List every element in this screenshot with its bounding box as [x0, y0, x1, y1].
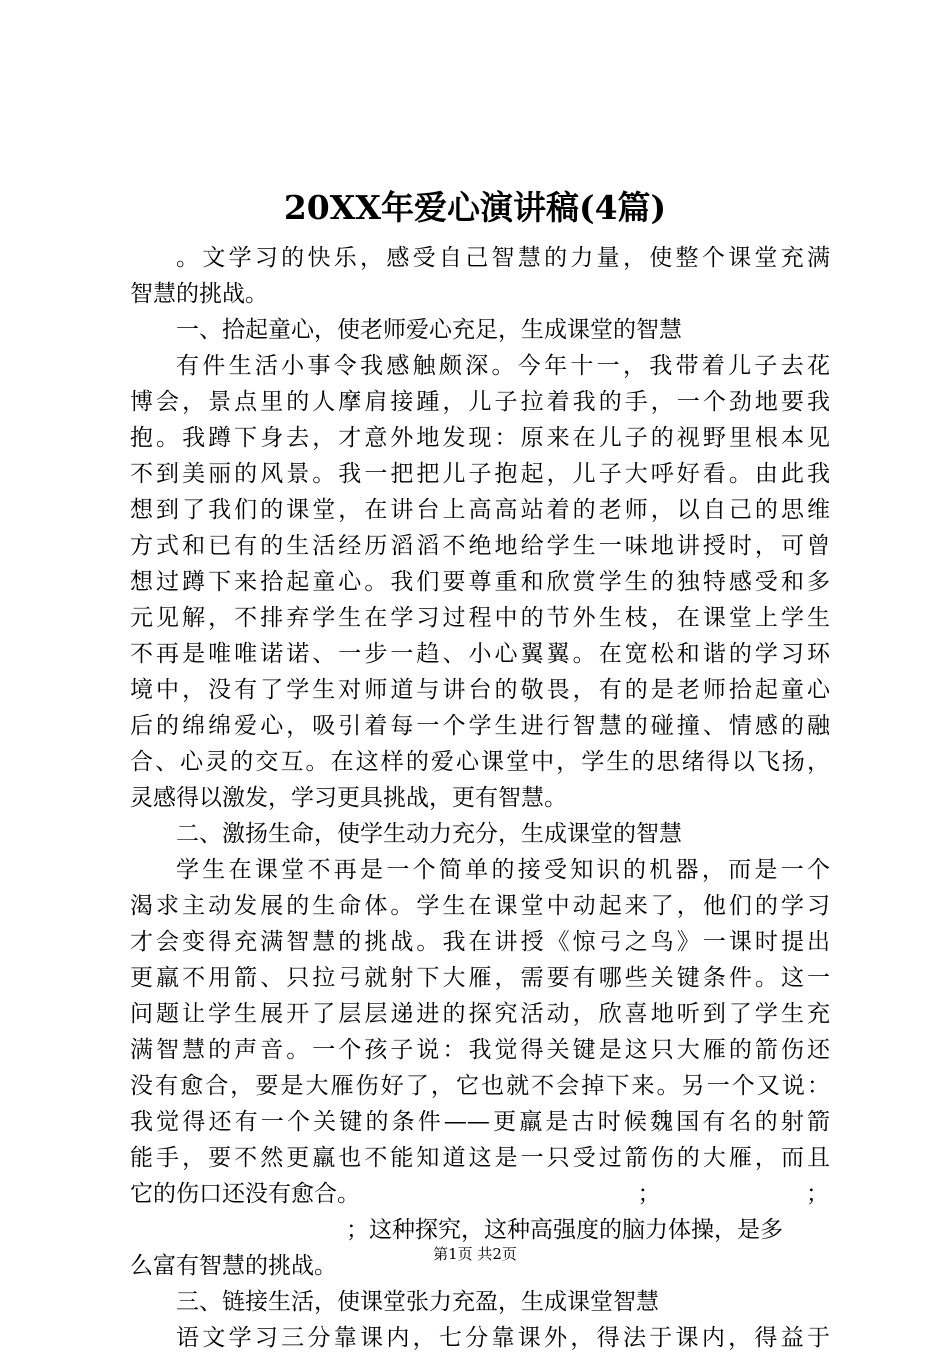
paragraph-line: 合、心灵的交互。在这样的爱心课堂中，学生的思绪得以飞扬，	[130, 749, 830, 775]
document-title: 20XX年爱心演讲稿(4篇)	[283, 188, 667, 227]
paragraph-line: 才会变得充满智慧的挑战。我在讲授《惊弓之鸟》一课时提出	[130, 929, 830, 955]
section-heading: 二、激扬生命，使学生动力充分，生成课堂的智慧	[176, 821, 682, 847]
paragraph-line: 我觉得还有一个关键的条件——更羸是古时候魏国有名的射箭	[130, 1109, 830, 1135]
paragraph-line: 更羸不用箭、只拉弓就射下大雁，需要有哪些关键条件。这一	[130, 965, 830, 991]
paragraph-line: 学生在课堂不再是一个简单的接受知识的机器，而是一个	[176, 857, 830, 883]
section-heading: 一、拾起童心，使老师爱心充足，生成课堂的智慧	[176, 317, 682, 343]
paragraph-line: 博会，景点里的人摩肩接踵，儿子拉着我的手，一个劲地要我	[130, 389, 830, 415]
semicolon-mark: ；	[637, 1181, 661, 1207]
paragraph-line	[130, 1176, 830, 1212]
section-heading: 三、链接生活，使课堂张力充盈，生成课堂智慧	[176, 1289, 659, 1315]
paragraph-line: 能手，要不然更羸也不能知道这是一只受过箭伤的大雁，而且	[130, 1145, 830, 1171]
page-footer: 第1页 共2页	[433, 1245, 517, 1263]
paragraph-line: 智慧的挑战。	[130, 281, 268, 307]
paragraph-line: 没有愈合，要是大雁伤好了，它也就不会掉下来。另一个又说：	[130, 1073, 830, 1099]
paragraph-line: 不再是唯唯诺诺、一步一趋、小心翼翼。在宽松和谐的学习环	[130, 641, 830, 667]
paragraph-line: 么富有智慧的挑战。	[130, 1253, 337, 1279]
paragraph-line: 境中，没有了学生对师道与讲台的敬畏，有的是老师拾起童心	[130, 677, 830, 703]
paragraph-text: 它的伤口还没有愈合。	[130, 1181, 360, 1207]
paragraph-line: 渴求主动发展的生命体。学生在课堂中动起来了，他们的学习	[130, 893, 830, 919]
paragraph-line: 问题让学生展开了层层递进的探究活动，欣喜地听到了学生充	[130, 1001, 830, 1027]
semicolon-mark: ；	[806, 1181, 829, 1207]
paragraph-line: 。文学习的快乐，感受自己智慧的力量，使整个课堂充满	[176, 245, 830, 271]
paragraph-line: 想过蹲下来拾起童心。我们要尊重和欣赏学生的独特感受和多	[130, 569, 830, 595]
paragraph-line: 不到美丽的风景。我一把把儿子抱起，儿子大呼好看。由此我	[130, 461, 830, 487]
paragraph-line: 元见解，不排弃学生在学习过程中的节外生枝，在课堂上学生	[130, 605, 830, 631]
paragraph-line: 灵感得以激发，学习更具挑战，更有智慧。	[130, 785, 567, 811]
paragraph-line: 后的绵绵爱心，吸引着每一个学生进行智慧的碰撞、情感的融	[130, 713, 830, 739]
paragraph-line: 方式和已有的生活经历滔滔不绝地给学生一味地讲授时，可曾	[130, 533, 830, 559]
paragraph-line: 满智慧的声音。一个孩子说：我觉得关键是这只大雁的箭伤还	[130, 1037, 830, 1063]
paragraph-line: 抱。我蹲下身去，才意外地发现：原来在儿子的视野里根本见	[130, 425, 830, 451]
paragraph-line: ；这种探究，这种高强度的脑力体操，是多	[346, 1217, 783, 1243]
paragraph-line: 语文学习三分靠课内，七分靠课外，得法于课内，得益于	[176, 1325, 830, 1351]
paragraph-line: 想到了我们的课堂，在讲台上高高站着的老师，以自己的思维	[130, 497, 830, 523]
paragraph-line: 有件生活小事令我感触颇深。今年十一，我带着儿子去花	[176, 353, 830, 379]
document-body	[130, 240, 830, 1356]
